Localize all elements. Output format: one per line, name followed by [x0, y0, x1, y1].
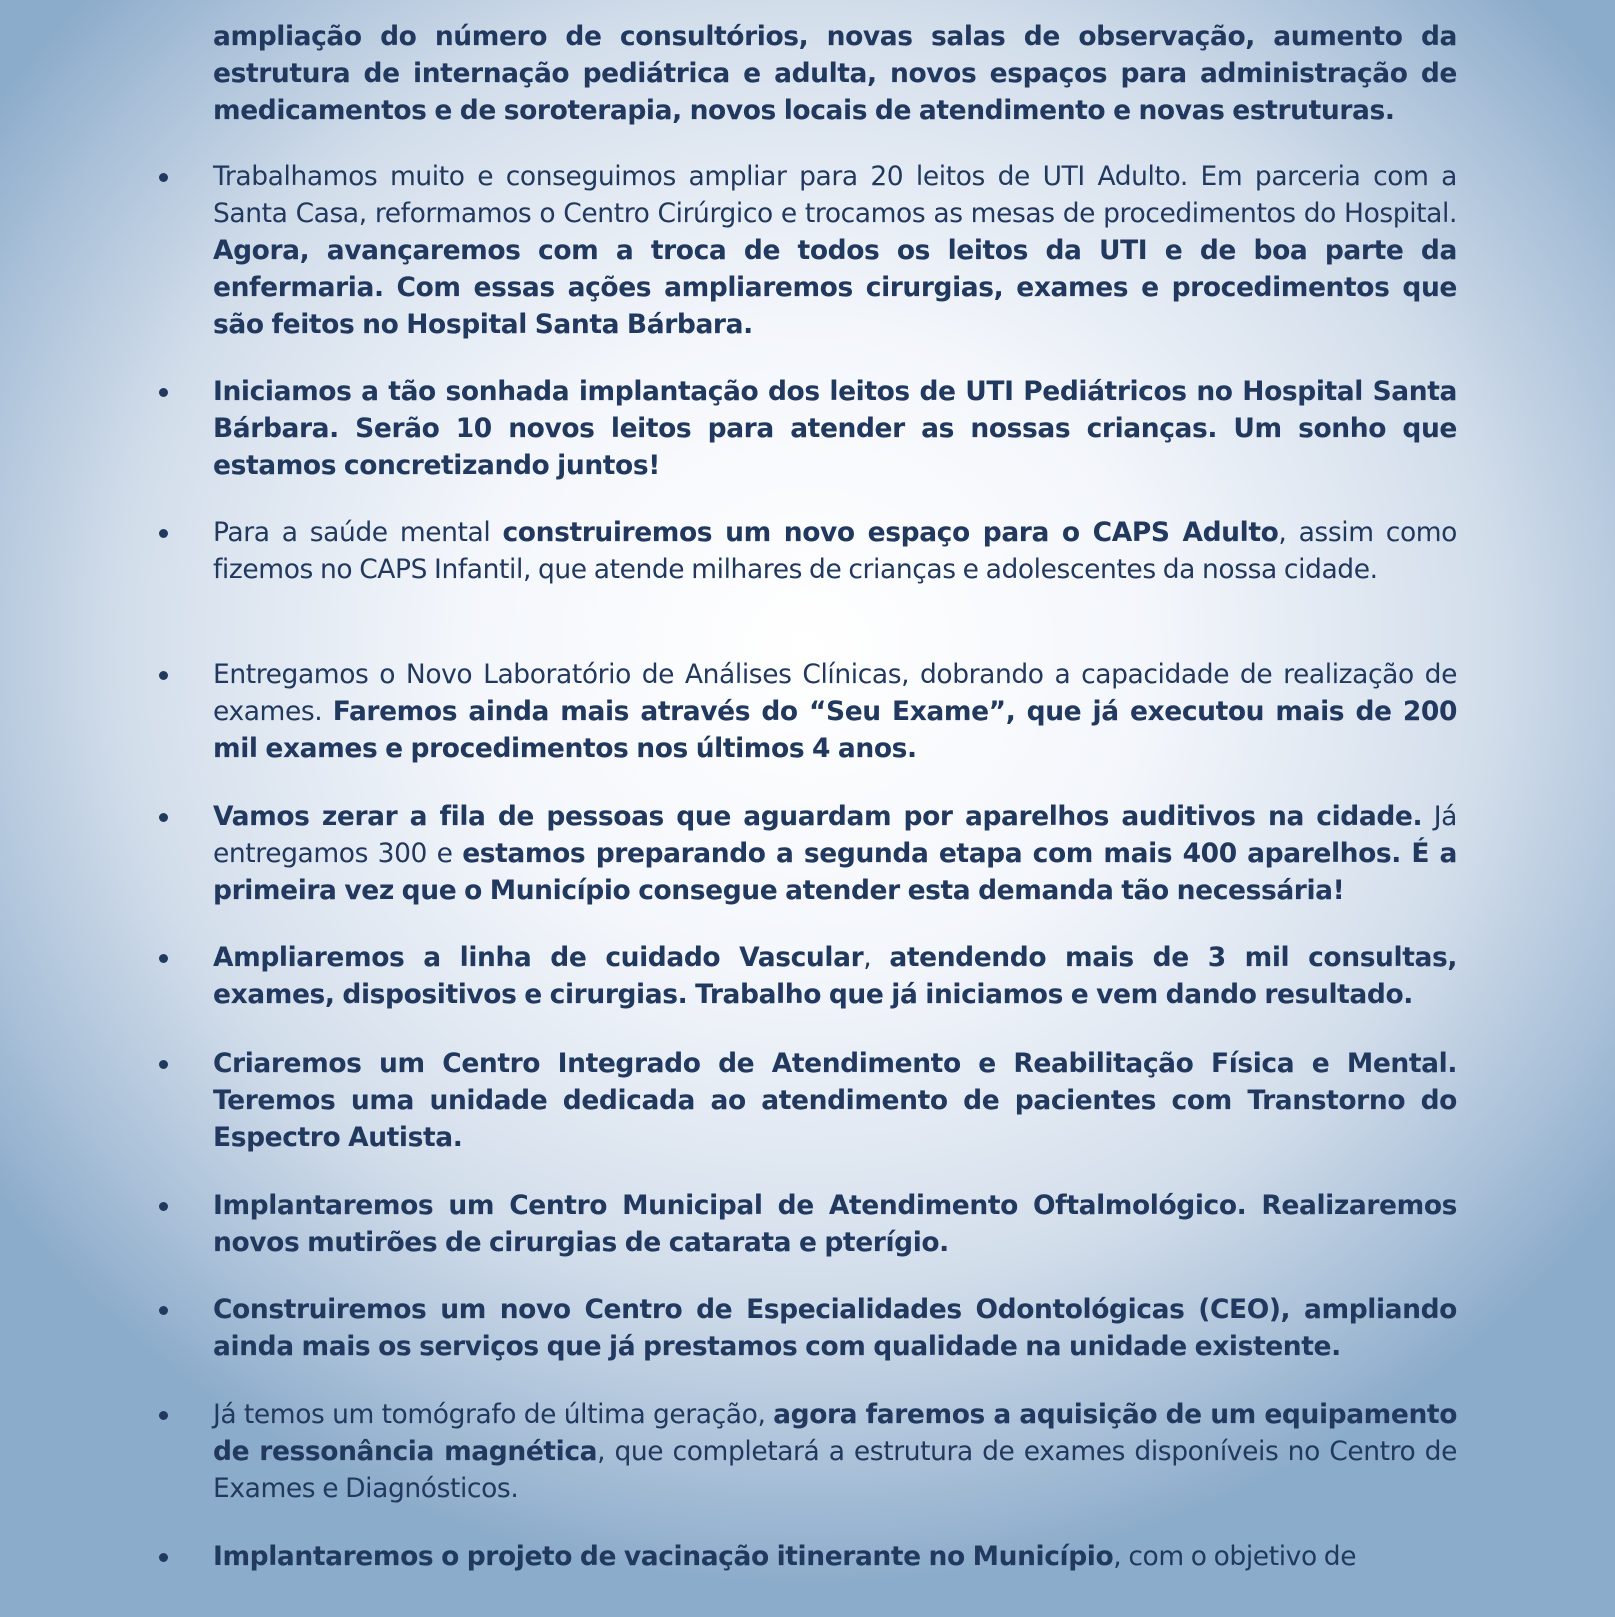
item-bold-text: Implantaremos o projeto de vacinação itinerante no Município: [213, 1541, 1114, 1572]
bullet-icon: [159, 1411, 168, 1420]
bullet-icon: [159, 954, 168, 963]
item-text: , que completará a estrutura de exames disponíveis no Centro de Exames e Diagnósticos.: [213, 1436, 1457, 1504]
bullet-icon: [159, 1060, 168, 1069]
bullet-icon: [159, 671, 168, 680]
list-item: [213, 1538, 1457, 1575]
bullet-icon: [159, 813, 168, 822]
item-text: Já temos um tomógrafo de última geração,: [213, 1399, 766, 1430]
intro-bold-text: ampliação do número de consultórios, novas salas de observação, aumento da estrutura de internação pediátrica e adulta, novos espaços para administração de medicamentos e de soroterapia, novos locais de atendimento e novas estruturas.: [213, 21, 1457, 126]
list-item: [213, 1045, 1457, 1156]
bullet-icon: [159, 1306, 168, 1315]
item-bold-text: construiremos um novo espaço para o CAPS Adulto: [502, 517, 1279, 548]
item-bold-text: Implantaremos um Centro Municipal de Atendimento Oftalmológico. Realizaremos novos mutirões de cirurgias de catarata e pterígio.: [213, 1190, 1457, 1258]
bullet-icon: [159, 1553, 168, 1562]
item-text: Já entregamos 300 e: [213, 801, 1457, 869]
item-bold-text: Criaremos um Centro Integrado de Atendimento e Reabilitação Física e Mental. Teremos uma unidade dedicada ao atendimento de pacientes com Transtorno do Espectro Autista.: [213, 1048, 1457, 1153]
item-bold-text: atendendo mais de 3 mil consultas, exames, dispositivos e cirurgias. Trabalho que já iniciamos e vem dando resultado.: [213, 942, 1458, 1010]
item-bold-text: Iniciamos a tão sonhada implantação dos leitos de UTI Pediátricos no Hospital Santa Bárbara. Serão 10 novos leitos para atender as nossas crianças. Um sonho que estamos concretizando juntos!: [213, 376, 1457, 481]
bullet-icon: [159, 388, 168, 397]
list-item: [213, 373, 1457, 484]
list-item: [213, 1396, 1457, 1507]
item-bold-text: agora faremos a aquisição de um equipamento de ressonância magnética: [213, 1399, 1458, 1467]
item-text: , com o objetivo de: [1113, 1541, 1357, 1572]
list-item: [213, 656, 1457, 767]
list-item: [213, 798, 1457, 909]
list-item: [213, 158, 1457, 343]
list-item: [213, 514, 1457, 588]
item-text: Para a saúde mental: [213, 517, 491, 548]
item-text: Trabalhamos muito e conseguimos ampliar para 20 leitos de UTI Adulto. Em parceria com a Santa Casa, reformamos o Centro Cirúrgico e trocamos as mesas de procedimentos do Hospital.: [213, 161, 1457, 229]
item-bold-text: Faremos ainda mais através do “Seu Exame”, que já executou mais de 200 mil exames e procedimentos nos últimos 4 anos.: [213, 696, 1457, 764]
bullet-icon: [159, 529, 168, 538]
item-bold-text: Agora, avançaremos com a troca de todos os leitos da UTI e de boa parte da enfermaria. Com essas ações ampliaremos cirurgias, exames e procedimentos que são feitos no Hospital Santa Bárbara.: [213, 235, 1457, 340]
bullet-icon: [159, 1202, 168, 1211]
item-bold-text: Vamos zerar a fila de pessoas que aguardam por aparelhos auditivos na cidade.: [213, 801, 1423, 832]
item-bold-text: Construiremos um novo Centro de Especialidades Odontológicas (CEO), ampliando ainda mais os serviços que já prestamos com qualidade na unidade existente.: [213, 1294, 1457, 1362]
list-item: [213, 939, 1457, 1013]
intro-paragraph: [213, 18, 1457, 129]
item-text: ,: [863, 942, 872, 973]
item-bold-text: estamos preparando a segunda etapa com mais 400 aparelhos. É a primeira vez que o Município consegue atender esta demanda tão necessária!: [213, 838, 1457, 906]
list-item: [213, 1291, 1457, 1365]
list-item: [213, 1187, 1457, 1261]
item-text: , assim como fizemos no CAPS Infantil, que atende milhares de crianças e adolescentes da nossa cidade.: [213, 517, 1457, 585]
item-text: Entregamos o Novo Laboratório de Análises Clínicas, dobrando a capacidade de realização de exames.: [213, 659, 1457, 727]
bullet-icon: [159, 173, 168, 182]
item-bold-text: Ampliaremos a linha de cuidado Vascular: [213, 942, 864, 973]
